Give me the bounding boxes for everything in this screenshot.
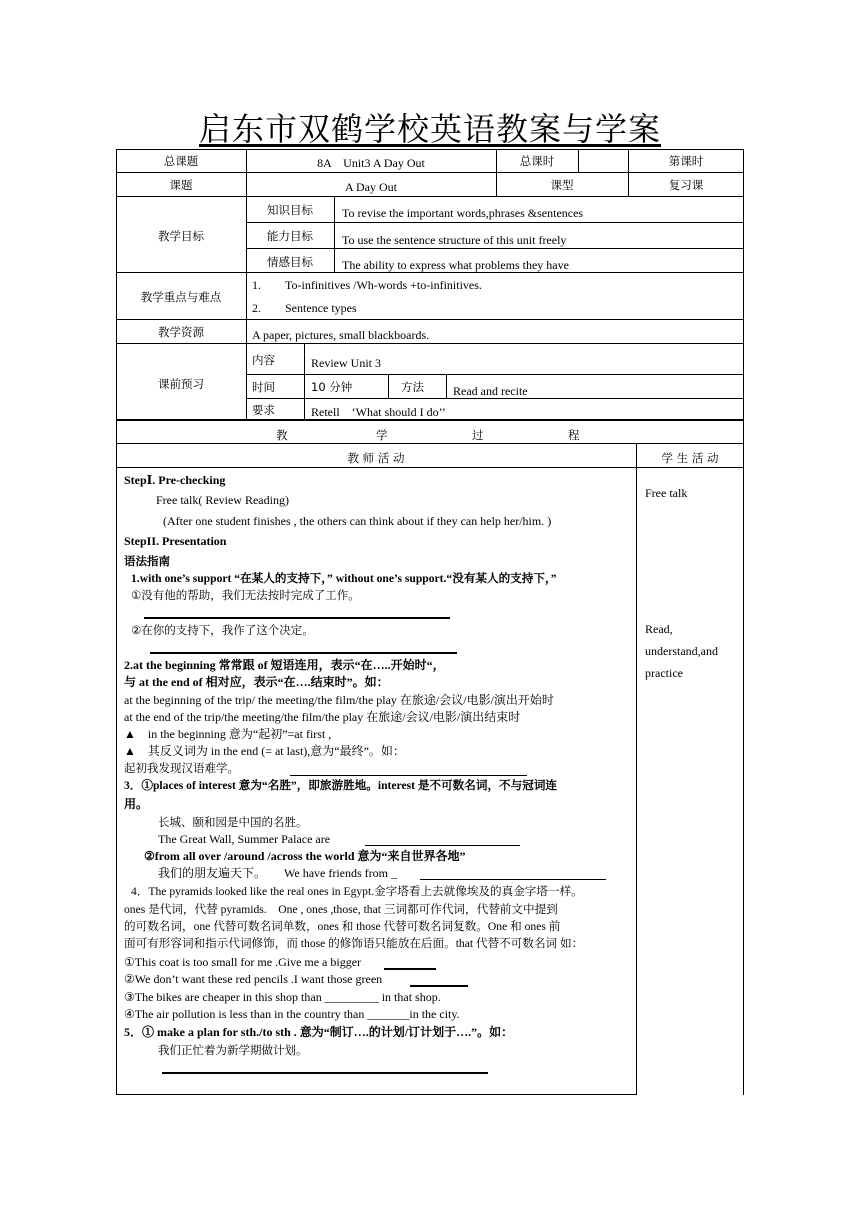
point-5-title: 5．① make a plan for sth./to sth . 意为“制订….的计划/订计划于….”。如： (124, 1025, 514, 1039)
point-2-title: 2.at the beginning 常常跟 of 短语连用，表示“在…..开始时“， (124, 658, 445, 672)
point-3-example-cn: 长城、颐和园是中国的名胜。 (158, 815, 308, 829)
point-2-note-a: ▲ in the beginning 意为“起初”=at first , (124, 727, 332, 741)
keypoint-1: 1. To-infinitives /Wh-words +to-infinitives. (252, 278, 482, 292)
exercise-3: ③The bikes are cheaper in this shop than _________ in that shop. (124, 990, 441, 1004)
point-5-example: 我们正忙着为新学期做计划。 (158, 1043, 308, 1057)
point-3-sub-example: 我们的朋友遍天下。 We have friends from _ (158, 866, 397, 880)
point-2-line-b: at the end of the trip/the meeting/the film/the play 在旅途/会议/电影/演出结束时 (124, 710, 521, 724)
preview-time-label: 时间 (252, 380, 275, 394)
answer-blank-5 (420, 879, 606, 880)
topic-label: 课题 (169, 178, 193, 192)
preview-requirement-label: 要求 (252, 403, 275, 417)
period-label: 第课时 (668, 154, 704, 168)
point-1-example-a: ①没有他的帮助，我们无法按时完成了工作。 (131, 588, 360, 602)
step1-heading: StepⅠ. Pre-checking (124, 473, 226, 487)
goals-label: 教学目标 (158, 229, 204, 243)
goal-knowledge-value: To revise the important words,phrases &sentences (342, 206, 584, 220)
point-2-line-a: at the beginning of the trip/ the meeting/the film/the play 在旅途/会议/电影/演出开始时 (124, 693, 554, 707)
step2-heading: StepII. Presentation (124, 534, 227, 548)
point-2-subtitle: 与 at the end of 相对应，表示“在….结束时”。如： (124, 675, 389, 689)
total-periods-label: 总课时 (519, 154, 555, 168)
answer-blank-8 (162, 1072, 488, 1074)
total-topic-value: 8A Unit3 A Day Out (317, 156, 425, 170)
process-char-1: 教 (276, 428, 288, 442)
preview-content-value: Review Unit 3 (311, 356, 381, 370)
answer-blank-2 (150, 652, 457, 654)
point-4-line-a: ones 是代词，代替 pyramids. One , ones ,those, that 三词都可作代词，代替前文中提到 (124, 903, 558, 916)
point-4-line-c: 面可有形容词和指示代词修饰，而 those 的修饰语只能放在后面。that 代替不可数名词 如： (124, 937, 584, 950)
preview-requirement-value: Retell ‘What should I do’’ (311, 405, 446, 419)
process-char-3: 过 (472, 428, 484, 442)
answer-blank-6 (384, 968, 436, 970)
preview-content-label: 内容 (252, 353, 275, 367)
preview-time-value: 10 分钟 (311, 380, 353, 394)
resources-value: A paper, pictures, small blackboards. (252, 328, 430, 342)
point-3-example-en: The Great Wall, Summer Palace are (158, 832, 331, 846)
point-4-title: 4．The pyramids looked like the real ones in Egypt.金字塔看上去就像埃及的真金字塔一样。 (131, 885, 583, 898)
student-activity-header: 学 生 活 动 (661, 451, 719, 465)
answer-blank-7 (410, 985, 468, 987)
process-char-2: 学 (376, 428, 388, 442)
resources-label: 教学资源 (158, 325, 204, 339)
student-understand: understand,and (645, 644, 718, 658)
goal-emotion-value: The ability to express what problems they have (342, 258, 569, 272)
goal-ability-value: To use the sentence structure of this unit freely (342, 233, 567, 247)
point-4-line-b: 的可数名词，one 代替可数名词单数，ones 和 those 代替可数名词复数。One 和 ones 前 (124, 920, 561, 933)
teacher-activity-header: 教 师 活 动 (347, 451, 405, 465)
grammar-guide-heading: 语法指南 (124, 554, 170, 568)
preview-label: 课前预习 (158, 377, 204, 391)
answer-blank-4 (365, 845, 520, 846)
point-3-title-cont: 用。 (124, 797, 149, 811)
point-2-note-b: ▲ 其反义词为 in the end (= at last),意为“最终”。如： (124, 744, 405, 758)
process-char-4: 程 (568, 428, 580, 442)
page-title: 启东市双鹤学校英语教案与学案 (198, 110, 661, 148)
preview-method-label: 方法 (401, 380, 424, 394)
student-practice: practice (645, 666, 683, 680)
total-topic-label: 总课题 (163, 154, 199, 168)
point-3-title: 3．①places of interest 意为“名胜”，即旅游胜地。interest 是不可数名词，不与冠词连 (124, 779, 558, 792)
exercise-1: ①This coat is too small for me .Give me a bigger (124, 955, 362, 969)
point-1-example-b: ②在你的支持下，我作了这个决定。 (131, 623, 314, 637)
keypoints-label: 教学重点与难点 (140, 290, 222, 304)
keypoint-2: 2. Sentence types (252, 301, 357, 315)
step1-note: (After one student finishes , the others can think about if they can help her/him. ) (163, 514, 552, 528)
lesson-type-value: 复习课 (668, 178, 704, 192)
point-1-title: 1.with one’s support “在某人的支持下，” without one’s support.“没有某人的支持下，” (131, 572, 557, 585)
answer-blank-1 (144, 617, 450, 619)
goal-ability-label: 能力目标 (267, 229, 313, 243)
student-free-talk: Free talk (645, 486, 688, 500)
goal-emotion-label: 情感目标 (267, 255, 313, 269)
topic-value: A Day Out (345, 180, 397, 194)
answer-blank-3 (290, 775, 527, 776)
goal-knowledge-label: 知识目标 (267, 203, 313, 217)
preview-method-value: Read and recite (453, 384, 528, 398)
lesson-type-label: 课型 (550, 178, 574, 192)
step1-free-talk: Free talk( Review Reading) (156, 493, 289, 507)
student-read: Read, (645, 622, 673, 636)
point-3-sub-title: ②from all over /around /across the world 意为“来自世界各地” (144, 849, 466, 863)
exercise-2: ②We don’t want these red pencils .I want those green (124, 972, 383, 986)
point-2-example: 起初我发现汉语难学。 (124, 761, 239, 775)
exercise-4: ④The air pollution is less than in the country than _______in the city. (124, 1007, 460, 1021)
